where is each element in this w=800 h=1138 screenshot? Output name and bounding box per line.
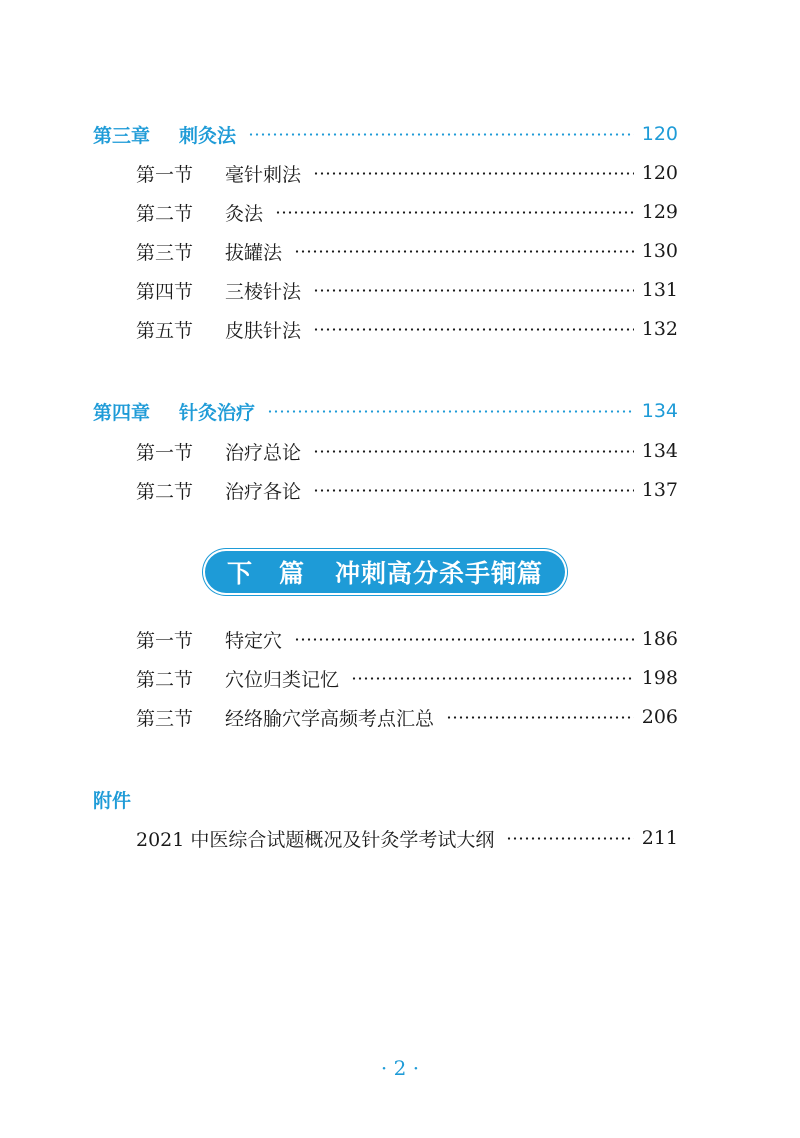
section-title: 灸法 [225,202,264,225]
toc-section[interactable] [136,475,678,505]
chapter-page: 134 [641,400,678,422]
dot-leader [248,133,634,136]
section-number: 第三节 [136,707,194,730]
section-title: 三棱针法 [225,280,302,303]
toc-section[interactable] [136,158,678,188]
toc-section[interactable] [136,275,678,305]
section-title: 皮肤针法 [225,319,302,342]
section-page: 186 [641,628,678,650]
chapter-title: 刺灸法 [179,124,237,147]
section-page: 198 [641,667,678,689]
section-title: 特定穴 [225,629,283,652]
toc-section[interactable] [136,436,678,466]
chapter-number: 第四章 [93,401,151,424]
toc-section[interactable] [136,663,678,693]
appendix-entry-page: 211 [641,827,678,849]
section-number: 第一节 [136,629,194,652]
section-page: 130 [641,240,678,262]
section-number: 第三节 [136,241,194,264]
section-number: 第二节 [136,480,194,503]
dot-leader [446,716,634,719]
chapter-page: 120 [641,123,678,145]
section-page: 132 [641,318,678,340]
section-number: 第一节 [136,163,194,186]
dot-leader [294,638,634,641]
toc-section[interactable] [136,236,678,266]
dot-leader [313,450,634,453]
section-page: 120 [641,162,678,184]
banner-title: 冲刺高分杀手锏篇 [335,559,544,588]
section-page: 134 [641,440,678,462]
dot-leader [313,172,634,175]
dot-leader [313,289,634,292]
page-number: · 2 · [380,1056,420,1080]
section-title: 经络腧穴学高频考点汇总 [225,707,435,730]
dot-leader [267,410,634,413]
toc-appendix-entry[interactable] [136,823,678,853]
banner-part: 下 [226,559,253,588]
section-number: 第四节 [136,280,194,303]
appendix-heading: 附件 [93,790,132,812]
dot-leader [313,489,634,492]
section-number: 第二节 [136,202,194,225]
section-page: 131 [641,279,678,301]
part-banner [203,549,567,595]
appendix-entry-title: 2021 中医综合试题概况及针灸学考试大纲 [136,828,495,851]
dot-leader [506,837,633,840]
dot-leader [313,328,634,331]
toc-section[interactable] [136,702,678,732]
section-title: 拔罐法 [225,241,283,264]
section-page: 137 [641,479,678,501]
dot-leader [351,677,634,680]
section-page: 129 [641,201,678,223]
section-number: 第五节 [136,319,194,342]
chapter-number: 第三章 [93,124,151,147]
toc-chapter-3[interactable] [93,119,678,149]
dot-leader [294,250,634,253]
section-title: 治疗各论 [225,480,302,503]
section-page: 206 [641,706,678,728]
chapter-title: 针灸治疗 [179,401,256,424]
section-title: 穴位归类记忆 [225,668,340,691]
section-title: 毫针刺法 [225,163,302,186]
section-number: 第二节 [136,668,194,691]
section-title: 治疗总论 [225,441,302,464]
banner-part-suffix: 篇 [278,559,305,588]
toc-section[interactable] [136,197,678,227]
toc-chapter-4[interactable] [93,396,678,426]
section-number: 第一节 [136,441,194,464]
toc-section[interactable] [136,314,678,344]
toc-section[interactable] [136,624,678,654]
dot-leader [275,211,634,214]
